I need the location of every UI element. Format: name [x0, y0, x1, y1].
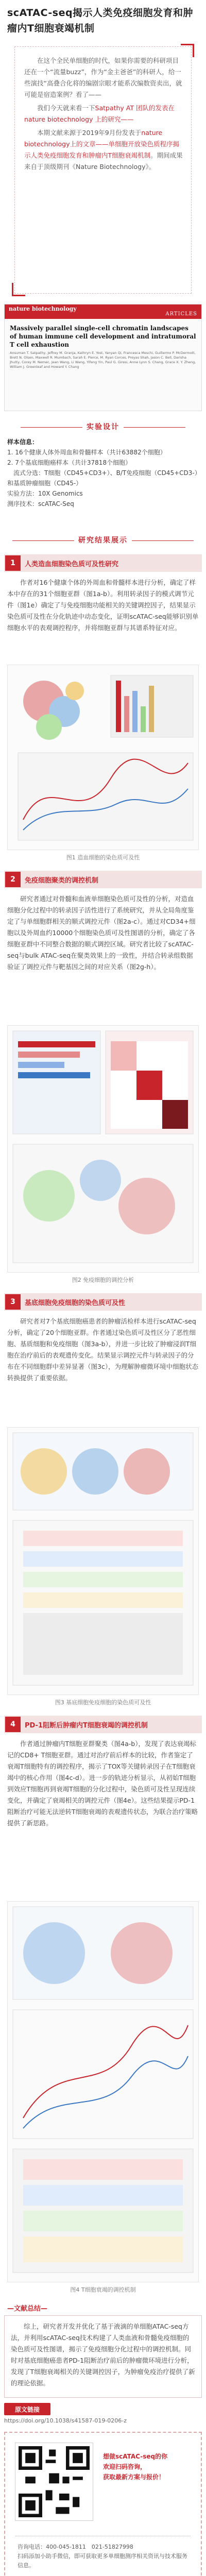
section-number: 2 — [5, 872, 21, 887]
section-title: 免疫细胞聚类的调控机制 — [25, 876, 99, 885]
figure-3-caption: 图3 基底细胞免疫细胞的染色质可及性 — [55, 1699, 151, 1706]
intro-highlight: Satpathy AT 团队的发表在 nature biotechnology 上的研究—— — [24, 104, 175, 123]
experiment-info — [7, 437, 199, 509]
intro-paragraph — [24, 127, 184, 173]
contact-phone: 咨询电话：400-045-1811 021-51827998 — [18, 2544, 133, 2550]
section-title: PD-1阻断后肿瘤内T细胞衰竭的调控机制 — [25, 1721, 148, 1730]
journal-name: nature biotechnology — [9, 306, 77, 312]
section-3-text: 研究者对7个基底细胞癌患者的肿瘤活检样本进行scATAC-seq分析，确定了20个细胞亚群。作者通过染色质可及性区分了恶性细胞、基质细胞和免疫细胞（图3a-b），并进一步比较了肿瘤浸润T细胞在治疗前后的表观遗传变化。结果显示调控元件与转录因子的分布在不同细胞群中差异显著（图3c），为理解肿瘤微环境中细胞状态转换提供了重要依据。 — [7, 1317, 199, 1382]
section-3-header — [4, 1293, 202, 1311]
figure-4-graphic — [8, 1902, 199, 2282]
article-title: scATAC-seq揭示人类免疫细胞发育和肿瘤内T细胞衰竭机制 — [7, 7, 194, 34]
contact-line: 获取最新方案与报价！ — [103, 2473, 165, 2481]
section-4-header — [4, 1716, 202, 1733]
contact-line: 想做scATAC-seq的你 — [103, 2453, 168, 2460]
section-number: 1 — [5, 555, 21, 571]
figure-3-graphic — [8, 1428, 199, 1695]
sample-label: 样本信息： — [7, 438, 39, 446]
corner-decoration — [12, 283, 25, 296]
figure-4-caption: 图4 T细胞衰竭的调控机制 — [70, 2286, 136, 2293]
journal-band — [5, 304, 201, 319]
experiment-heading: 实验设计 — [0, 421, 206, 432]
articles-label: ARTICLES — [165, 311, 197, 317]
figure-2-caption: 图2 免疫细胞的调控分析 — [72, 1277, 134, 1283]
figure-2-graphic — [8, 1026, 199, 1273]
figure-1-caption: 图1 造血细胞的染色质可及性 — [66, 854, 140, 861]
corner-decoration — [181, 44, 194, 57]
figure-2 — [7, 1025, 199, 1273]
experiment-item: 1. 16个健康人体外周血和骨髓样本（共计63882个细胞） — [7, 449, 166, 456]
experiment-item: 测序技术：scATAC-Seq — [7, 500, 74, 507]
original-link-button[interactable]: 原文链接 — [4, 2403, 50, 2415]
conclusion-text: 综上，研究者开发并优化了基于液滴的单细胞ATAC-seq方法，并利用scATAC-seq技术构建了人类血液和骨髓免疫细胞的染色质可及性图谱，揭示了免疫细胞分化过程中的调控机制。同时对基底细胞癌患者PD-1阻断治疗前后的肿瘤微环境进行分析，发现了T细胞衰竭相关的关键调控因子，为肿瘤免疫治疗提供了新的理论依据。 — [11, 2323, 195, 2387]
section-1-header — [4, 554, 202, 572]
intro-highlight: nature biotechnology上的文章——单细胞开放染色质程序揭示人类免疫细胞发育和肿瘤内T细胞衰竭机制 — [24, 129, 179, 159]
section-title: 基底细胞免疫细胞的染色质可及性 — [25, 1299, 126, 1307]
contact-details — [15, 2536, 191, 2576]
figure-3 — [7, 1427, 199, 1695]
intro-text: 我们今天就来看一下 — [37, 104, 95, 112]
section-title: 人类造血细胞染色质可及性研究 — [25, 560, 119, 568]
section-2-text: 研究者通过对骨髓和血液单细胞染色质可及性的分析，对造血细胞分化过程中的转录因子活性进行了系统研究，并从全局角度鉴定了与单细胞群相关的顺式调控元件（图2a-c）。通过对CD34+细胞以及外周血约10000个细胞染色质可及性图谱的分析，确定了各细胞亚群中不同整合数据的顺式调控区域。研究者比较了scATAC-seq与bulk ATAC-seq在聚类效果上的一致性，并结合转录组数据验证了调控元件与靶基因之间的对应关系（图2g-h）。 — [7, 895, 196, 971]
qr-code-graphic — [19, 2446, 90, 2517]
section-2-header — [4, 871, 202, 888]
figure-4 — [7, 1901, 199, 2282]
section-1-text: 作者对16个健康个体的外周血和骨髓样本进行分析，确定了样本中存在的31个细胞亚群（图1a-b）。利用转录因子的模式调节元件（图1e）确定了与免疫细胞功能相关的关键调控因子，结果显示染色质可及性在分化轨迹中动态变化，证明scATAC-seq能够识别单细胞水平的表观调控程序，并将细胞亚群与其谱系特征对应。 — [7, 579, 199, 632]
contact-line: 欢迎扫码咨询， — [103, 2463, 147, 2470]
section-4-text: 作者通过肿瘤内T细胞亚群聚类（图4a-b），发现了表达衰竭标记的CD8+ T细胞亚群。通过对治疗前后样本的比较，作者鉴定了衰竭T细胞特有的调控程序，揭示了TOX等关键转录因子在T细胞衰竭中的核心作用（图4c-d）。进一步的轨迹分析显示，从初始T细胞到效应T细胞再到衰竭T细胞的分化过程中，染色质可及性呈现连续变化，并确定了衰竭相关的调控元件（图4e）。这些结果提示PD-1阻断治疗可能无法逆转T细胞衰竭的表观遗传状态，为联合治疗策略提供了新思路。 — [7, 1740, 198, 1827]
intro-paragraph — [24, 103, 184, 125]
figure-1-graphic — [8, 665, 199, 850]
conclusion-heading: —文献总结— — [7, 2305, 48, 2313]
paper-title: Massively parallel single-cell chromatin landscapes of human immune cell development and intratumoral T cell exhaustion — [10, 325, 196, 348]
intro-paragraph: 在这个全民单细胞的时代，如果你需要的科研项目还在一个“流量buzz”，作为“金主爸爸”的科研人，给一些演技“高叠合化将的编剧宗眼才能系次编数资卖出，就可能是宿造案例？看了—— — [24, 57, 182, 98]
conclusion-box — [4, 2315, 202, 2398]
umap-panel — [23, 681, 84, 740]
experiment-item: 实验方法：10X Genomics — [7, 490, 83, 497]
intro-text: 。期间成果来自于顶级期刊《Nature Biotechnology》。 — [24, 151, 183, 171]
experiment-item: 2. 7个基底细胞癌样本（共计37818个细胞） — [7, 459, 132, 466]
section-number: 4 — [5, 1717, 21, 1732]
paper-authors: Ansuman T. Satpathy, Jeffrey M. Granja, Kathryn E. Yost, Yanyan Qi, Francesca Meschi, Guillermo P. McDermott, Brett N. Olsen, Maxwell R. Mumbach, Sarah E. Pierce, M. Ryan Corces, Preyas Shah, Jason C. Bell, Darisha Jhutty, Corey M. Nemec, Jean Wang, Li Wang, Yifeng Yin, Paul G. Giresi, Anne Lynn S. Chang, Grace X. Y. Zheng, William J. Greenleaf and Howard Y. Chang — [10, 351, 196, 369]
section-number: 3 — [5, 1294, 21, 1310]
doi-link[interactable]: https://doi.org/10.1038/s41587-019-0206-z — [4, 2417, 127, 2424]
qr-code-icon[interactable] — [15, 2443, 93, 2520]
research-heading: 研究结果展示 — [0, 535, 206, 545]
contact-cta — [103, 2451, 196, 2482]
paper-header-image — [4, 304, 202, 411]
experiment-item: 流式分选：T细胞（CD45+CD3+）、B/T免疫细胞（CD45+CD3-）和基质肿瘤细胞（CD45-） — [7, 469, 198, 487]
figure-1 — [7, 665, 199, 850]
contact-note: 扫码添加小助手微信，即可获取更多单细胞测序相关资讯与技术服务信息。 — [18, 2553, 187, 2569]
intro-text: 本期文献来源于2019年9月份发表于 — [37, 129, 142, 137]
intro-box — [14, 46, 192, 294]
contact-box — [4, 2432, 202, 2576]
